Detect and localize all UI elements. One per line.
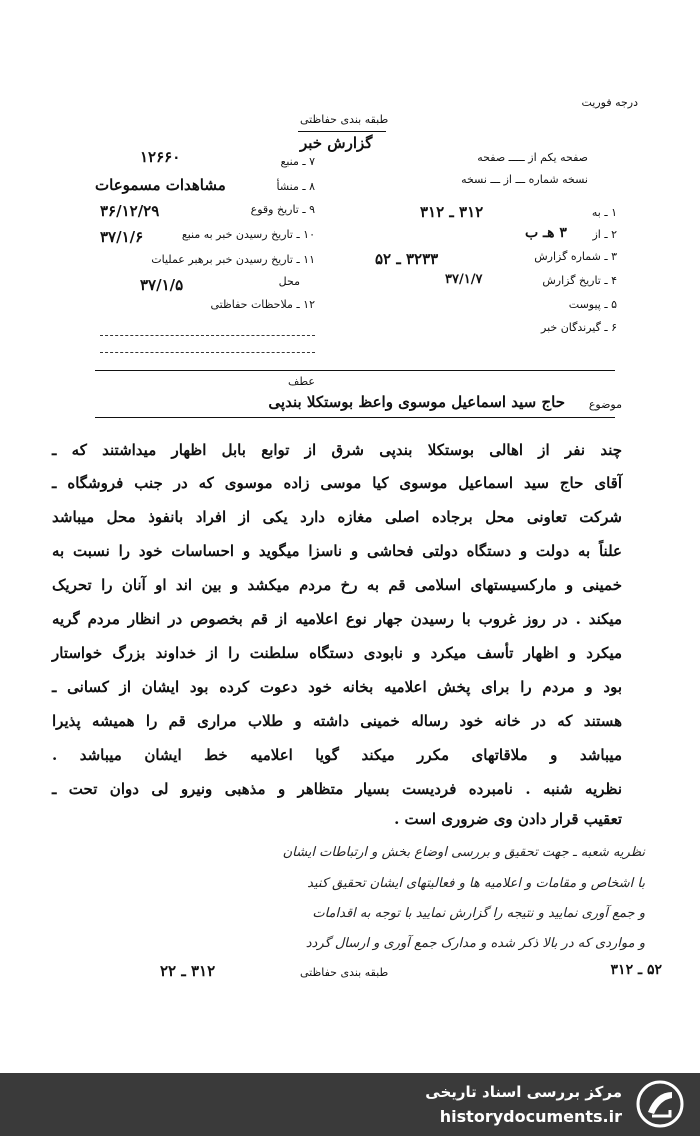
body-line: هستند که در خانه خود رساله خمینی داشته و طلاب مراری قم را همیشه پذیرا: [52, 712, 622, 730]
subject-label: موضوع: [588, 398, 622, 411]
handwritten-note: با اشخاص و مقامات و اعلامیه ها و فعالیتهای ایشان تحقیق کنید: [307, 876, 645, 891]
left-field-label: ۷ ـ منبع: [280, 155, 315, 168]
right-field-label: ۴ ـ تاریخ گزارش: [542, 274, 617, 287]
handwritten-note: نظریه شعبه ـ جهت تحقیق و بررسی اوضاع بخش و ارتباطات ایشان: [282, 845, 645, 860]
left-field-label: محل: [278, 275, 300, 288]
left-field-value: ۳۶/۱۲/۲۹: [100, 202, 160, 220]
bottom-classification: طبقه بندی حفاظتی: [300, 966, 389, 979]
atf-rule: [95, 370, 615, 371]
handwritten-note: و جمع آوری نمایید و نتیجه را گزارش نمایید با توجه به اقدامات: [312, 906, 645, 921]
left-field-label: ۱۰ ـ تاریخ رسیدن خبر به منبع: [181, 228, 315, 241]
body-line: چند نفر از اهالی بوستکلا بندپی شرق از توابع بابل اظهار میداشتند که ـ: [52, 441, 622, 459]
subject-text: حاج سید اسماعیل موسوی واعظ بوستکلا بندپی: [268, 393, 565, 411]
blank-line: [100, 335, 315, 336]
right-field-value: ۳ هـ ب: [525, 225, 567, 241]
copy-line: نسخه شماره ـــ از ـــ نسخه: [461, 173, 588, 186]
left-field-value: ۱۲۶۶۰: [140, 148, 181, 166]
body-line: خمینی و مارکسیستهای اسلامی قم به رخ مردم میکشد و بین اند او آنان را تحریک: [52, 576, 622, 594]
right-field-value: ۳۲۳۳ ـ ۵۲: [375, 250, 439, 268]
watermark-footer: [0, 1073, 700, 1136]
bottom-left-number: ۳۱۲ ـ ۲۲: [160, 962, 216, 980]
right-field-label: ۲ ـ از: [592, 228, 617, 241]
left-field-value: ۳۷/۱/۵: [140, 276, 184, 294]
atf-label: عطف: [288, 375, 315, 388]
right-field-label: ۵ ـ پیوست: [568, 298, 617, 311]
body-line: شرکت تعاونی محل برجاده اصلی مغازه دارد یکی از افراد بانفوذ محل میباشد: [52, 508, 622, 526]
opinion-line: تعقیب قرار دادن وی ضروری است .: [394, 810, 622, 828]
opinion-line: نظریه شنبه . نامبرده فردیست بسیار متظاهر و مذهبی ونیرو لی دوان تحت ـ: [52, 780, 622, 798]
form-title: گزارش خبر: [300, 134, 373, 152]
body-line: علناً به دولت و دستگاه دولتی فحاشی و ناسزا میگوید و احساسات خود را نسبت به: [52, 542, 622, 560]
body-line: میباشد و ملاقاتهای مکرر میکند گویا اعلامیه خط ایشان میباشد .: [52, 746, 622, 764]
bottom-right-number: ۵۲ ـ ۳۱۲: [610, 962, 662, 978]
body-line: بود و مردم را برای پخش اعلامیه بخانه خود دعوت کرده بود ایشان از کسانی ـ: [52, 678, 622, 696]
left-field-label: ۱۲ ـ ملاحظات حفاظتی: [210, 298, 315, 311]
header-underline: [298, 131, 386, 132]
archive-scroll-logo-icon: [634, 1078, 686, 1130]
right-field-label: ۳ ـ شماره گزارش: [534, 250, 617, 263]
blank-line: [100, 352, 315, 353]
right-field-label: ۶ ـ گیرندگان خبر: [541, 321, 617, 334]
urgency-label: درجه فوریت: [581, 96, 638, 109]
body-line: میکرد و اظهار تأسف میکرد و نابودی دستگاه سلطنت را از خداوند بزرگ خواستار: [52, 644, 622, 662]
left-field-label: ۸ ـ منشأ: [276, 180, 315, 193]
right-field-value: ۳۱۲ ـ ۳۱۲: [420, 203, 484, 221]
right-field-value: ۳۷/۱/۷: [445, 272, 483, 287]
body-line: آقای حاج سید اسماعیل موسوی کیا موسی زاده موسوی که در جنب فروشگاه ـ: [52, 474, 622, 492]
subject-rule: [95, 417, 615, 418]
right-field-label: ۱ ـ به: [591, 206, 617, 219]
watermark-url: historydocuments.ir: [439, 1107, 622, 1126]
page-line: صفحه یکم از ـــــ صفحه: [477, 151, 588, 164]
left-field-label: ۹ ـ تاریخ وقوع: [250, 203, 315, 216]
left-field-value: مشاهدات مسموعات: [95, 176, 226, 194]
left-field-label: ۱۱ ـ تاریخ رسیدن خبر برهبر عملیات: [151, 253, 315, 266]
body-line: میکند . در روز غروب با رسیدن جهار نوع اعلامیه از قم بخصوص در انظار مردم گریه: [52, 610, 622, 628]
handwritten-note: و مواردی که در بالا ذکر شده و مدارک جمع آوری و ارسال گردد: [305, 936, 645, 951]
watermark-name: مرکز بررسی اسناد تاریخی: [425, 1083, 622, 1101]
classification-header: طبقه بندی حفاظتی: [300, 113, 389, 126]
left-field-value: ۳۷/۱/۶: [100, 228, 144, 246]
